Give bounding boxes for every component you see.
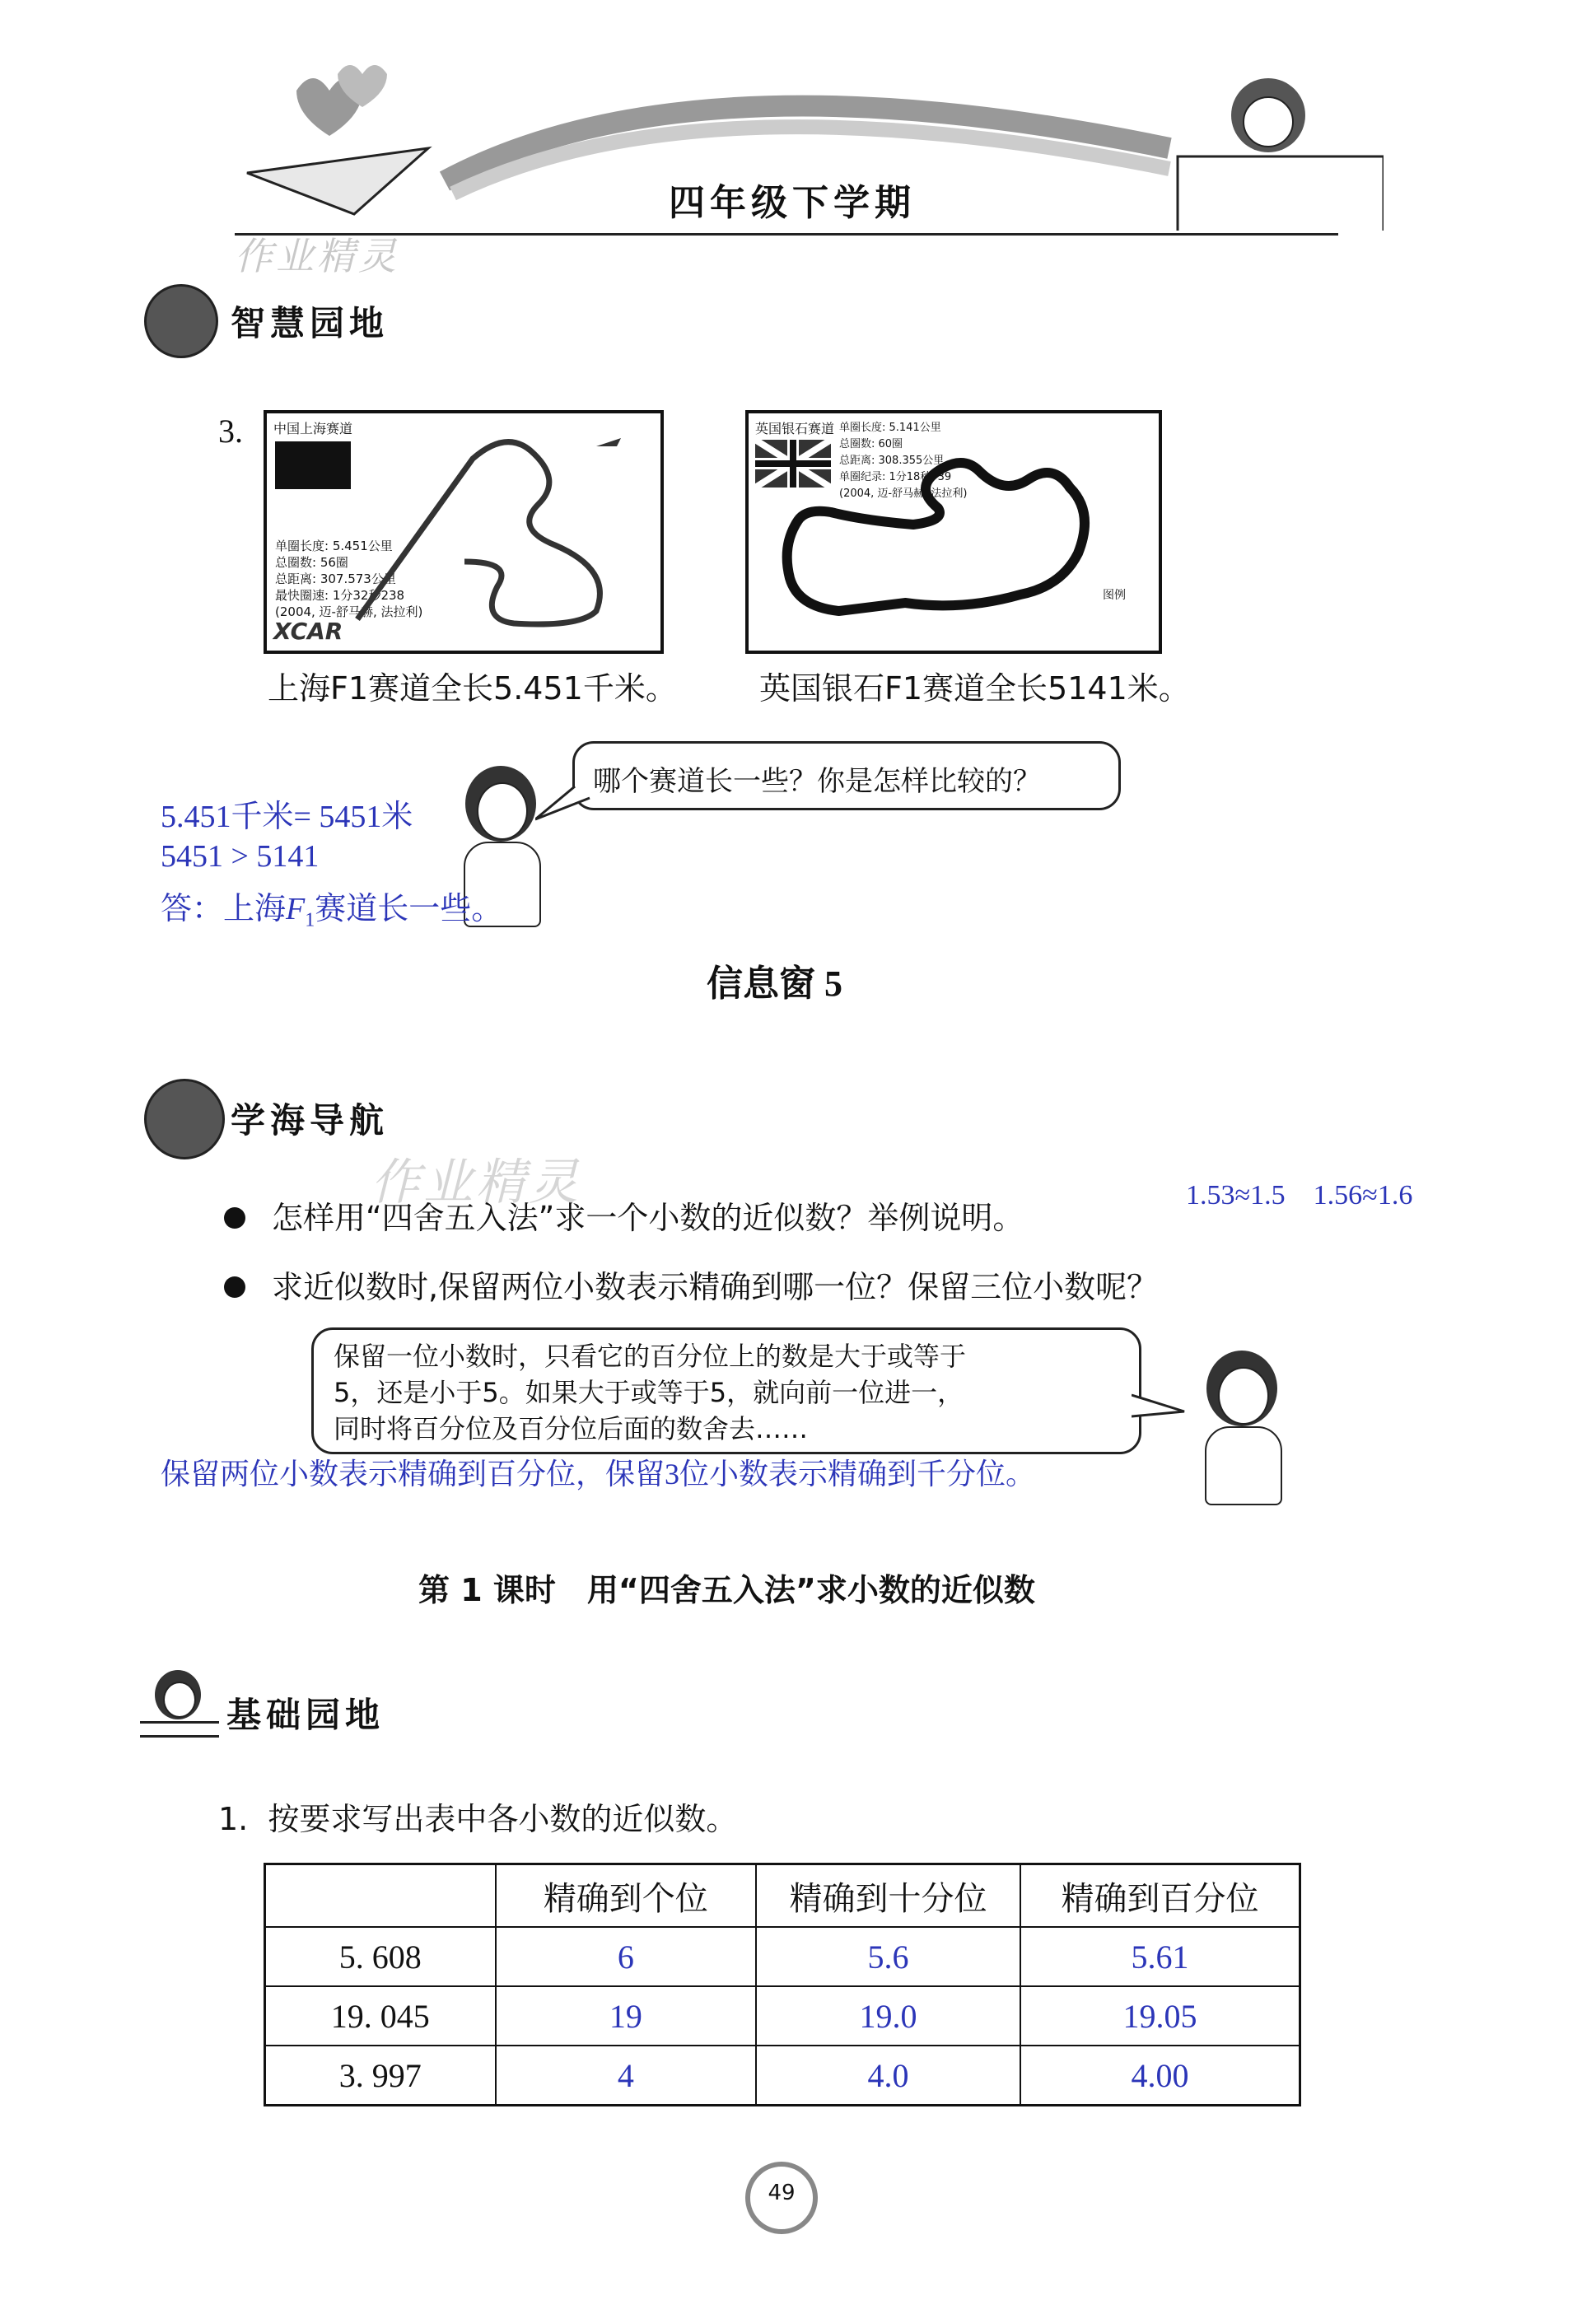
exercise-1-prompt: 1. 按要求写出表中各小数的近似数。 [218, 1801, 738, 1837]
speech-bubble [311, 1327, 1141, 1454]
section-title-xuehai: 学海导航 [231, 1100, 390, 1141]
map-stat: (2004, 迈-舒马赫, 法拉利) [275, 604, 423, 619]
section-title-zhihui: 智慧园地 [231, 303, 390, 343]
question-1-answer: 1.53≈1.5 1.56≈1.6 [1186, 1180, 1413, 1211]
answer-cell: 19.0 [756, 1986, 1020, 2046]
info-window-title: 信息窗 5 [707, 963, 842, 1004]
book-icon [1178, 156, 1384, 231]
bubble-tail [1132, 1392, 1189, 1425]
girl-illustration [1198, 1351, 1289, 1507]
table-cell: 5. 608 [265, 1927, 496, 1986]
watermark: 作业精灵 [235, 234, 399, 278]
paper-plane-icon [247, 148, 428, 214]
table-header-cell: 精确到百分位 [1020, 1864, 1300, 1928]
answer-text: F [286, 892, 306, 926]
xcar-logo: XCAR [273, 618, 343, 645]
question-1: 怎样用“四舍五入法”求一个小数的近似数？举例说明。 [272, 1200, 1024, 1236]
answer-cell: 4 [496, 2046, 756, 2106]
map-stat: 总距离: 308.355公里 [839, 455, 945, 467]
legend-title: 图例 [1103, 589, 1126, 602]
bubble-text: 哪个赛道长一些？你是怎样比较的？ [593, 765, 1041, 798]
answer-cell: 5.6 [756, 1927, 1020, 1986]
map-stat: 单圈长度: 5.451公里 [275, 539, 393, 553]
map-title: 中国上海赛道 [273, 421, 353, 436]
boy-mascot-icon [144, 284, 218, 358]
bubble-text: 同时将百分位及百分位后面的数舍去…… [334, 1413, 809, 1444]
caption-silverstone: 英国银石F1赛道全长5141米。 [759, 670, 1190, 707]
answer-line-3 [161, 883, 502, 932]
speech-bubble [572, 741, 1121, 810]
answer-cell: 19 [496, 1986, 756, 2046]
map-stat: 总圈数: 56圈 [275, 555, 348, 570]
caption-shanghai: 上海F1赛道全长5.451千米。 [268, 670, 677, 707]
semester-title: 四年级下学期 [669, 182, 916, 224]
table-header-cell [265, 1864, 496, 1928]
map-stat: 总圈数: 60圈 [839, 438, 903, 450]
track-outline [749, 413, 1159, 651]
answer-cell: 6 [496, 1927, 756, 1986]
table-header-cell: 精确到十分位 [756, 1864, 1020, 1928]
answer-cell: 4.0 [756, 2046, 1020, 2106]
table-row [265, 2046, 1300, 2106]
table-cell: 3. 997 [265, 2046, 496, 2106]
problem-number: 3. [218, 413, 243, 450]
table-header-cell: 精确到个位 [496, 1864, 756, 1928]
question-2: 求近似数时,保留两位小数表示精确到哪一位？保留三位小数呢？ [272, 1269, 1159, 1305]
table-row [265, 1986, 1300, 2046]
header-divider [235, 233, 1338, 236]
north-arrow-icon [596, 438, 621, 446]
answer-cell: 5.61 [1020, 1927, 1300, 1986]
explorer-mascot-icon [144, 1079, 225, 1159]
answer-text: 1 [305, 909, 315, 931]
map-stat: 最快圈速: 1分32秒238 [275, 588, 405, 603]
answer-cell: 19.05 [1020, 1986, 1300, 2046]
shanghai-track-map [264, 410, 664, 654]
map-title: 英国银石赛道 [755, 421, 835, 436]
answer-text: 答：上海 [161, 892, 287, 926]
silverstone-track-map [745, 410, 1162, 654]
map-stat: (2004, 迈-舒马赫, 法拉利) [839, 488, 968, 500]
map-stat: 单圈纪录: 1分18秒739 [839, 471, 952, 483]
girl-desk-mascot-icon [140, 1670, 219, 1739]
page-number: 49 [768, 2181, 796, 2205]
track-outline [267, 413, 660, 651]
table-cell: 19. 045 [265, 1986, 496, 2046]
section-title-jichu: 基础园地 [226, 1695, 385, 1735]
bullet-icon [224, 1207, 245, 1229]
table-row [265, 1927, 1300, 1986]
table-header-row [265, 1864, 1300, 1928]
bubble-text: 保留一位小数时，只看它的百分位上的数是大于或等于 [334, 1341, 967, 1372]
approximation-table [264, 1863, 1301, 2106]
watermark: 作业精灵 [371, 1154, 581, 1211]
answer-text: 赛道长一些。 [315, 892, 503, 926]
answer-cell: 4.00 [1020, 2046, 1300, 2106]
answer-line-1: 5.451千米= 5451米 [161, 800, 413, 834]
answer-line-2: 5451 > 5141 [161, 839, 320, 874]
bullet-icon [224, 1276, 245, 1298]
bubble-text: 5，还是小于5。如果大于或等于5，就向前一位进一， [334, 1377, 964, 1408]
map-stat: 总距离: 307.573公里 [275, 572, 396, 586]
lesson-title: 第 1 课时 用“四舍五入法”求小数的近似数 [418, 1572, 1035, 1608]
map-stat: 单圈长度: 5.141公里 [839, 422, 941, 434]
question-2-answer: 保留两位小数表示精确到百分位，保留3位小数表示精确到千分位。 [161, 1458, 1036, 1491]
